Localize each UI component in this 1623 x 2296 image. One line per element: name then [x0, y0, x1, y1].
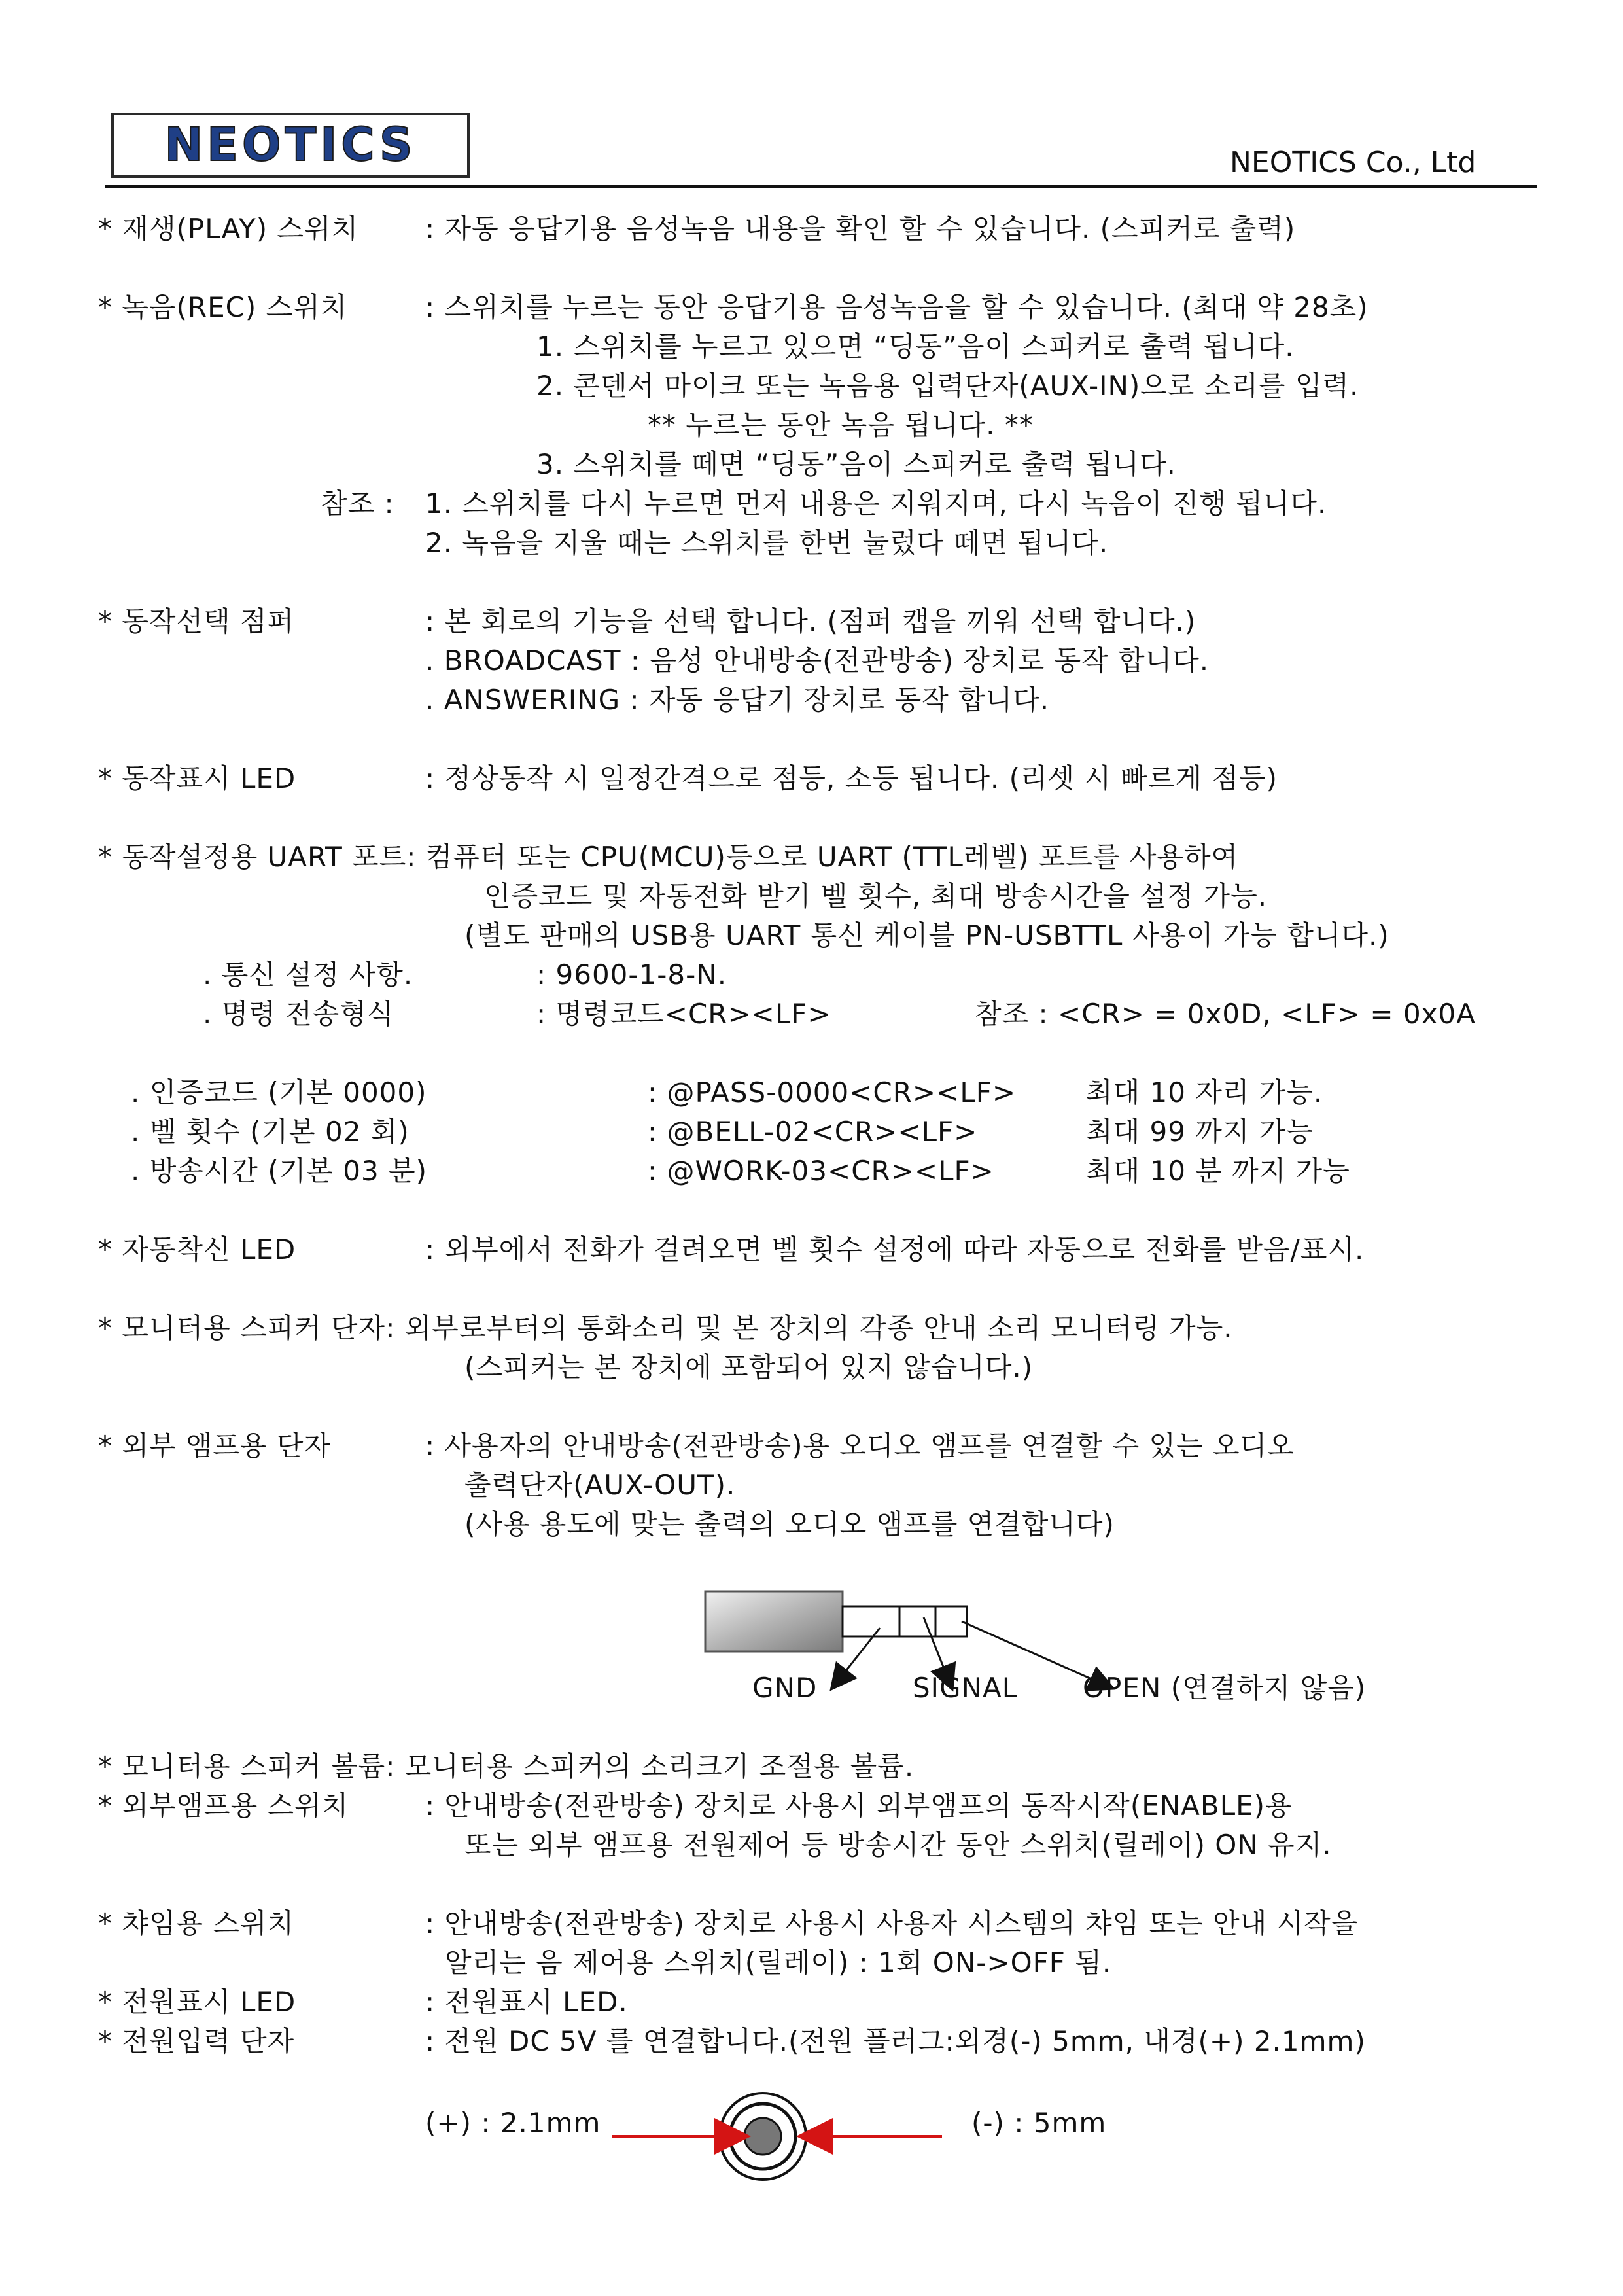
text-line: . BROADCAST : 음성 안내방송(전관방송) 장치로 동작 합니다. [425, 645, 1210, 677]
text-line: 출력단자(AUX-OUT). [464, 1469, 736, 1501]
text-line: * 전원입력 단자 [98, 2025, 295, 2057]
text-line: * 동작표시 LED [98, 762, 296, 794]
text-line: 참조 : <CR> = 0x0D, <LF> = 0x0A [975, 998, 1476, 1030]
text-line: . 방송시간 (기본 03 분) [131, 1155, 427, 1187]
text-line: GND [752, 1672, 818, 1704]
text-line: * 모니터용 스피커 단자: 외부로부터의 통화소리 및 본 장치의 각종 안내 소리 모니터링 가능. [98, 1312, 1233, 1344]
open-arrow [962, 1621, 1112, 1688]
text-line: OPEN (연결하지 않음) [1083, 1672, 1367, 1704]
text-line: * 전원표시 LED [98, 1986, 296, 2018]
text-line: 1. 스위치를 누르고 있으면 “딩동”음이 스피커로 출력 됩니다. [536, 330, 1295, 362]
text-line: 또는 외부 앰프용 전원제어 등 방송시간 동안 스위치(릴레이) ON 유지. [464, 1829, 1332, 1861]
text-line: : 전원 DC 5V 를 연결합니다.(전원 플러그:외경(-) 5mm, 내경(+) 2.1mm) [425, 2025, 1366, 2057]
text-line: * 자동착신 LED [98, 1233, 296, 1265]
text-line: 1. 스위치를 다시 누르면 먼저 내용은 지워지며, 다시 녹음이 진행 됩니다. [425, 487, 1327, 520]
text-line: : 본 회로의 기능을 선택 합니다. (점퍼 캡을 끼워 선택 합니다.) [425, 605, 1196, 637]
plug-body [705, 1591, 843, 1651]
text-line: (+) : 2.1mm [425, 2107, 601, 2139]
text-line: : 외부에서 전화가 걸려오면 벨 횟수 설정에 따라 자동으로 전화를 받음/표시. [425, 1233, 1365, 1265]
text-line: * 챠임용 스위치 [98, 1907, 295, 1939]
company-name: NEOTICS Co., Ltd [1230, 146, 1476, 179]
text-line: : 명령코드<CR><LF> [536, 998, 831, 1030]
text-line: 최대 99 까지 가능 [1086, 1116, 1314, 1148]
text-line: : 안내방송(전관방송) 장치로 사용시 사용자 시스템의 챠임 또는 안내 시작을 [425, 1907, 1359, 1939]
power-jack-diagram [612, 2093, 942, 2180]
text-line: : 전원표시 LED. [425, 1986, 628, 2018]
text-line: 2. 녹음을 지울 때는 스위치를 한번 눌렀다 떼면 됩니다. [425, 527, 1109, 559]
text-line: 최대 10 자리 가능. [1086, 1076, 1323, 1108]
text-line: (사용 용도에 맞는 출력의 오디오 앰프를 연결합니다) [464, 1508, 1115, 1540]
text-line: : 스위치를 누르는 동안 응답기용 음성녹음을 할 수 있습니다. (최대 약 28초) [425, 291, 1369, 323]
text-line: : 안내방송(전관방송) 장치로 사용시 외부앰프의 동작시작(ENABLE)용 [425, 1790, 1293, 1822]
text-line: 최대 10 분 까지 가능 [1086, 1155, 1350, 1187]
text-line: 2. 콘덴서 마이크 또는 녹음용 입력단자(AUX-IN)으로 소리를 입력. [536, 370, 1359, 402]
text-line: . 인증코드 (기본 0000) [131, 1076, 427, 1108]
text-line: . 벨 횟수 (기본 02 회) [131, 1116, 410, 1148]
text-line: * 외부 앰프용 단자 [98, 1430, 332, 1462]
text-line: (-) : 5mm [971, 2107, 1107, 2139]
text-line: * 동작선택 점퍼 [98, 605, 295, 637]
text-line: : 자동 응답기용 음성녹음 내용을 확인 할 수 있습니다. (스피커로 출력) [425, 213, 1296, 245]
text-line: 알리는 음 제어용 스위치(릴레이) : 1회 ON->OFF 됨. [445, 1947, 1112, 1979]
text-line: 참조 : [321, 487, 394, 520]
text-line: . 명령 전송형식 [203, 998, 394, 1030]
jack-pin [744, 2118, 781, 2155]
audio-plug-diagram [705, 1591, 1112, 1688]
text-line: : 정상동작 시 일정간격으로 점등, 소등 됩니다. (리셋 시 빠르게 점등) [425, 762, 1278, 794]
text-line: ** 누르는 동안 녹음 됩니다. ** [648, 409, 1034, 441]
text-line: 3. 스위치를 떼면 “딩동”음이 스피커로 출력 됩니다. [536, 448, 1176, 480]
logo-text: NEOTICS [164, 118, 417, 171]
text-line: * 모니터용 스피커 볼륨: 모니터용 스피커의 소리크기 조절용 볼륨. [98, 1750, 915, 1782]
text-line: (별도 판매의 USB용 UART 통신 케이블 PN-USBTTL 사용이 가능 합니다.) [464, 919, 1389, 951]
text-line: 인증코드 및 자동전화 받기 벨 횟수, 최대 방송시간을 설정 가능. [484, 880, 1268, 912]
text-line: : @BELL-02<CR><LF> [648, 1116, 978, 1148]
text-line: : @WORK-03<CR><LF> [648, 1155, 994, 1187]
text-line: : 사용자의 안내방송(전관방송)용 오디오 앰프를 연결할 수 있는 오디오 [425, 1430, 1295, 1462]
text-line: * 재생(PLAY) 스위치 [98, 213, 359, 245]
plug-sleeve [843, 1606, 967, 1636]
text-line: SIGNAL [913, 1672, 1019, 1704]
text-line: . ANSWERING : 자동 응답기 장치로 동작 합니다. [425, 684, 1050, 716]
text-line: . 통신 설정 사항. [203, 959, 413, 991]
text-line: : @PASS-0000<CR><LF> [648, 1076, 1017, 1108]
text-line: (스피커는 본 장치에 포함되어 있지 않습니다.) [464, 1351, 1034, 1383]
text-line: * 녹음(REC) 스위치 [98, 291, 348, 323]
text-line: * 외부앰프용 스위치 [98, 1790, 349, 1822]
text-line: : 9600-1-8-N. [536, 959, 727, 991]
text-line: * 동작설정용 UART 포트: 컴퓨터 또는 CPU(MCU)등으로 UART (TTL레벨) 포트를 사용하여 [98, 841, 1239, 873]
